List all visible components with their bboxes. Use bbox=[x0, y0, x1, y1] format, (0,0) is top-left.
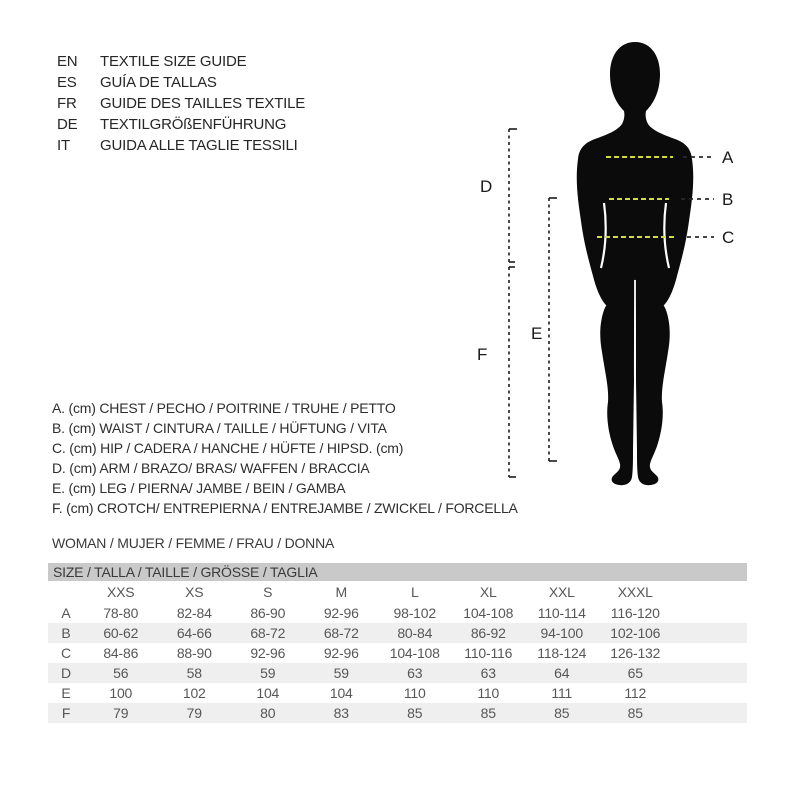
measurement-value: 63 bbox=[480, 665, 496, 681]
legend-line: C. (cm) HIP / CADERA / HANCHE / HÜFTE / HIPSD. (cm) bbox=[52, 440, 404, 456]
measurement-value: 56 bbox=[113, 665, 129, 681]
measurement-value: 88-90 bbox=[176, 645, 212, 661]
measurement-value: 110 bbox=[403, 685, 426, 701]
measurement-row-label: B bbox=[61, 625, 71, 641]
language-code: DE bbox=[57, 116, 78, 133]
legend-line: A. (cm) CHEST / PECHO / POITRINE / TRUHE / PETTO bbox=[52, 400, 396, 416]
measurement-value: 80 bbox=[260, 705, 276, 721]
language-title: TEXTILGRÖßENFÜHRUNG bbox=[100, 116, 287, 133]
size-column-header: M bbox=[335, 584, 347, 600]
measurement-value: 60-62 bbox=[103, 625, 139, 641]
measurement-value: 59 bbox=[333, 665, 349, 681]
row-filler bbox=[672, 623, 747, 643]
measurement-value: 110-116 bbox=[464, 645, 513, 661]
measurement-value: 84-86 bbox=[103, 645, 139, 661]
marker-label-e: E bbox=[531, 324, 543, 343]
size-column-header: XXL bbox=[548, 584, 575, 600]
measurement-value: 98-102 bbox=[393, 605, 436, 621]
table-row bbox=[48, 623, 747, 643]
measurement-value: 86-90 bbox=[250, 605, 286, 621]
row-filler bbox=[672, 703, 747, 723]
language-title: GUIDA ALLE TAGLIE TESSILI bbox=[100, 137, 298, 154]
measurement-value: 85 bbox=[627, 705, 643, 721]
language-row bbox=[57, 114, 305, 135]
measurement-value: 64-66 bbox=[176, 625, 212, 641]
size-columns-row-filler bbox=[672, 581, 747, 603]
marker-label-a: A bbox=[722, 148, 734, 167]
measurement-row-label: C bbox=[61, 645, 71, 661]
measurement-value: 92-96 bbox=[323, 645, 359, 661]
measurement-value: 85 bbox=[554, 705, 570, 721]
measurement-row-label: D bbox=[61, 665, 71, 681]
row-filler bbox=[672, 603, 747, 623]
table-row bbox=[48, 663, 747, 683]
marker-label-c: C bbox=[722, 228, 735, 247]
row-filler bbox=[672, 683, 747, 703]
measurement-value: 68-72 bbox=[250, 625, 286, 641]
row-filler bbox=[672, 663, 747, 683]
size-column-header: S bbox=[263, 584, 273, 600]
measurement-value: 86-92 bbox=[470, 625, 506, 641]
measurement-value: 58 bbox=[186, 665, 202, 681]
measurement-value: 83 bbox=[333, 705, 349, 721]
size-column-header: XXXL bbox=[617, 584, 653, 600]
size-column-header: XS bbox=[185, 584, 204, 600]
measurement-value: 110-114 bbox=[537, 605, 586, 621]
language-title: TEXTILE SIZE GUIDE bbox=[100, 53, 247, 70]
language-row bbox=[57, 72, 305, 93]
legend-line: D. (cm) ARM / BRAZO/ BRAS/ WAFFEN / BRACCIA bbox=[52, 460, 370, 476]
size-table-header-band: SIZE / TALLA / TAILLE / GRÖSSE / TAGLIA bbox=[48, 563, 747, 581]
measurement-value: 104-108 bbox=[463, 605, 514, 621]
measurement-value: 94-100 bbox=[540, 625, 583, 641]
measurement-value: 68-72 bbox=[323, 625, 359, 641]
measurement-legend bbox=[52, 398, 518, 518]
table-row bbox=[48, 643, 747, 663]
measurement-value: 100 bbox=[109, 685, 133, 701]
row-filler bbox=[672, 643, 747, 663]
measurement-value: 104 bbox=[329, 685, 353, 701]
measurement-value: 102-106 bbox=[610, 625, 661, 641]
measurement-value: 92-96 bbox=[250, 645, 286, 661]
language-code: ES bbox=[57, 74, 77, 91]
table-row bbox=[48, 603, 747, 623]
size-columns-row-spacer bbox=[48, 581, 84, 603]
marker-label-b: B bbox=[722, 190, 734, 209]
marker-label-d: D bbox=[480, 177, 493, 196]
legend-line: F. (cm) CROTCH/ ENTREPIERNA / ENTREJAMBE / ZWICKEL / FORCELLA bbox=[52, 500, 518, 516]
measurement-value: 79 bbox=[186, 705, 202, 721]
measurement-value: 118-124 bbox=[537, 645, 587, 661]
measurement-value: 79 bbox=[113, 705, 129, 721]
measurement-value: 64 bbox=[554, 665, 570, 681]
size-column-header: XXS bbox=[107, 584, 135, 600]
measurement-row-label: F bbox=[61, 705, 71, 721]
language-code: FR bbox=[57, 95, 77, 112]
table-row bbox=[48, 703, 747, 723]
measurement-value: 126-132 bbox=[610, 645, 661, 661]
language-row bbox=[57, 51, 305, 72]
measurement-value: 78-80 bbox=[103, 605, 139, 621]
measurement-value: 102 bbox=[182, 685, 206, 701]
table-row bbox=[48, 683, 747, 703]
measurement-value: 59 bbox=[260, 665, 276, 681]
size-table-body bbox=[48, 581, 747, 723]
language-row bbox=[57, 135, 305, 156]
measurement-value: 110 bbox=[477, 685, 500, 701]
measurement-value: 63 bbox=[407, 665, 423, 681]
measurement-row-label: A bbox=[61, 605, 71, 621]
language-title-list bbox=[57, 51, 305, 156]
gender-title: WOMAN / MUJER / FEMME / FRAU / DONNA bbox=[52, 535, 335, 551]
measurement-value: 85 bbox=[407, 705, 423, 721]
measurement-value: 111 bbox=[551, 685, 573, 701]
measurement-value: 104-108 bbox=[389, 645, 440, 661]
legend-line: E. (cm) LEG / PIERNA/ JAMBE / BEIN / GAMBA bbox=[52, 480, 346, 496]
size-table bbox=[48, 581, 747, 723]
size-column-header: XL bbox=[479, 584, 497, 600]
measurement-row-label: E bbox=[61, 685, 71, 701]
language-title: GUÍA DE TALLAS bbox=[100, 74, 217, 91]
language-title: GUIDE DES TAILLES TEXTILE bbox=[100, 95, 306, 112]
measurement-value: 80-84 bbox=[397, 625, 433, 641]
size-column-header: L bbox=[410, 584, 419, 600]
language-code: IT bbox=[57, 137, 70, 154]
measurement-value: 85 bbox=[480, 705, 496, 721]
measurement-value: 112 bbox=[624, 685, 647, 701]
measurement-value: 82-84 bbox=[176, 605, 212, 621]
language-code: EN bbox=[57, 53, 78, 70]
measurement-value: 104 bbox=[256, 685, 280, 701]
legend-line: B. (cm) WAIST / CINTURA / TAILLE / HÜFTUNG / VITA bbox=[52, 420, 387, 436]
measurement-value: 65 bbox=[627, 665, 643, 681]
marker-label-f: F bbox=[477, 345, 488, 364]
size-table-block bbox=[48, 563, 747, 723]
size-columns-row bbox=[48, 581, 747, 603]
measurement-value: 116-120 bbox=[610, 605, 660, 621]
language-row bbox=[57, 93, 305, 114]
measurement-value: 92-96 bbox=[323, 605, 359, 621]
